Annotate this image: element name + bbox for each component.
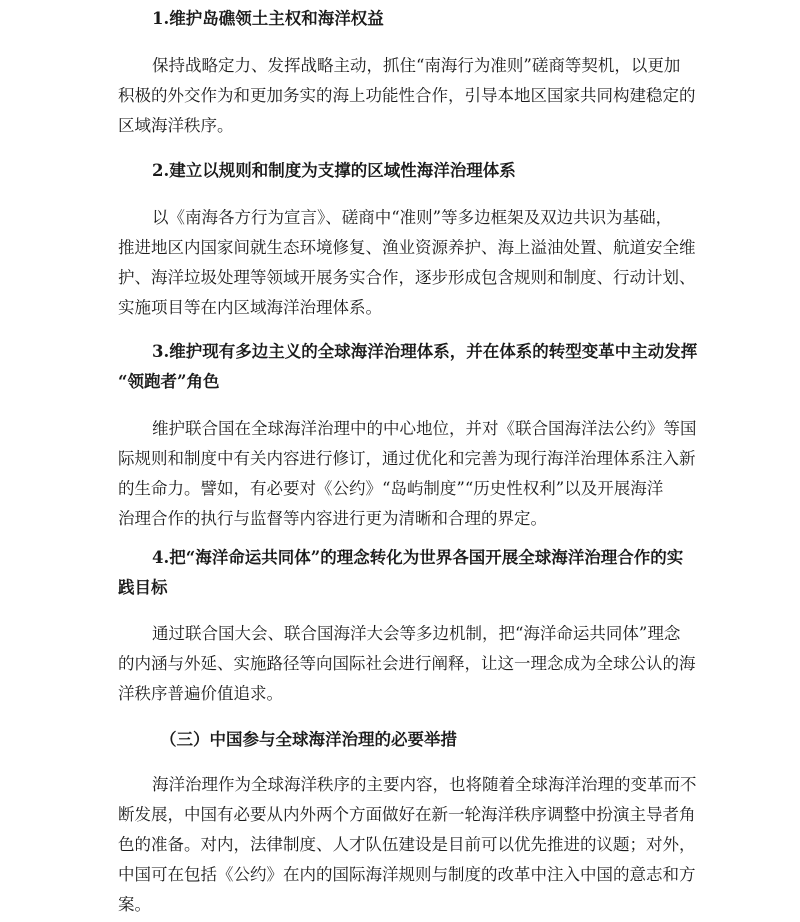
section-3-paragraph [118,414,698,534]
paragraph-line: 的内涵与外延、实施路径等向国际社会进行阐释，让这一理念成为全球公认的海 [118,654,696,673]
section-4-paragraph [118,619,698,709]
section-3-heading [118,337,712,397]
paragraph-line: 区域海洋秩序。 [118,116,234,135]
heading-line: 践目标 [118,578,168,597]
paragraph-line: 保持战略定力、发挥战略主动，抓住“南海行为准则”磋商等契机，以更加 [152,56,681,75]
heading-line: 3.维护现有多边主义的全球海洋治理体系，并在体系的转型变革中主动发挥 [152,342,698,361]
paragraph-line: 的生命力。譬如，有必要对《公约》“岛屿制度”“历史性权利”以及开展海洋 [118,479,664,498]
paragraph-line: 通过联合国大会、联合国海洋大会等多边机制，把“海洋命运共同体”理念 [152,624,681,643]
paragraph-line: 际规则和制度中有关内容进行修订，通过优化和完善为现行海洋治理体系注入新 [118,449,696,468]
paragraph-line: 洋秩序普遍价值追求。 [118,684,283,703]
paragraph-line: 积极的外交作为和更加务实的海上功能性合作，引导本地区国家共同构建稳定的 [118,86,696,105]
paragraph-line: 维护联合国在全球海洋治理中的中心地位，并对《联合国海洋法公约》等国 [152,419,697,438]
section-2-paragraph [118,203,698,323]
paragraph-line: 断发展，中国有必要从内外两个方面做好在新一轮海洋秩序调整中扮演主导者角 [118,805,696,824]
paragraph-line: 中国可在包括《公约》在内的国际海洋规则与制度的改革中注入中国的意志和方 [118,865,696,884]
section-4-heading [118,543,712,603]
subsection-title: （三）中国参与全球海洋治理的必要举措 [160,730,457,749]
section-2-heading: 2.建立以规则和制度为支撑的区域性海洋治理体系 [152,161,516,180]
paragraph-line: 海洋治理作为全球海洋秩序的主要内容，也将随着全球海洋治理的变革而不 [152,775,697,794]
paragraph-line: 护、海洋垃圾处理等领域开展务实合作，逐步形成包含规则和制度、行动计划、 [118,268,696,287]
heading-line: “领跑者”角色 [118,372,220,391]
paragraph-line: 色的准备。对内，法律制度、人才队伍建设是目前可以优先推进的议题；对外， [118,835,696,854]
section-1-heading: 1.维护岛礁领土主权和海洋权益 [152,9,384,28]
paragraph-line: 以《南海各方行为宣言》、磋商中“准则”等多边框架及双边共识为基础， [152,208,673,227]
subsection-paragraph [118,770,698,920]
paragraph-line: 治理合作的执行与监督等内容进行更为清晰和合理的界定。 [118,509,547,528]
heading-line: 4.把“海洋命运共同体”的理念转化为世界各国开展全球海洋治理合作的实 [152,548,684,567]
paragraph-line: 实施项目等在内区域海洋治理体系。 [118,298,382,317]
paragraph-line: 案。 [118,895,151,914]
paragraph-line: 推进地区内国家间就生态环境修复、渔业资源养护、海上溢油处置、航道安全维 [118,238,696,257]
section-1-paragraph [118,51,698,141]
